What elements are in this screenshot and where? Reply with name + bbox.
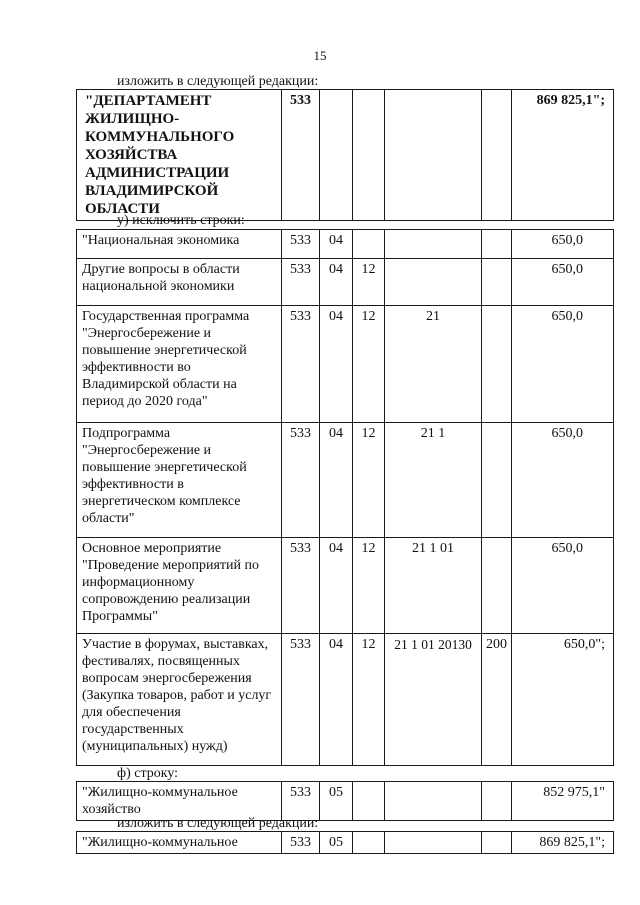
row-target: 21 1 01 20130 xyxy=(385,634,482,766)
row-section: 05 xyxy=(320,782,353,821)
row-code: 533 xyxy=(282,423,320,538)
row-amount: 650,0 xyxy=(512,538,614,634)
row-amount: 650,0 xyxy=(512,230,614,259)
row-name: Другие вопросы в области национальной экономики xyxy=(77,259,282,306)
table-row xyxy=(77,634,614,766)
row-type xyxy=(482,832,512,854)
department-section xyxy=(320,90,353,221)
row-amount: 650,0 xyxy=(512,423,614,538)
row-subsection: 12 xyxy=(353,538,385,634)
excluded-rows-table xyxy=(76,229,614,766)
row-target: 21 1 xyxy=(385,423,482,538)
table-row xyxy=(77,832,614,854)
row-code: 533 xyxy=(282,782,320,821)
row-section: 04 xyxy=(320,538,353,634)
table-row xyxy=(77,538,614,634)
department-code: 533 xyxy=(282,90,320,221)
row-name: Участие в форумах, выставках, фестивалях, посвященных вопросам энергосбережения (Закупка товаров, работ и услуг для обеспечения государственных (муниципальных) нужд) xyxy=(77,634,282,766)
row-type xyxy=(482,782,512,821)
table-row xyxy=(77,306,614,423)
row-name: Подпрограмма "Энергосбережение и повышение энергетической эффективности в энергетическом комплексе области" xyxy=(77,423,282,538)
old-row-table xyxy=(76,781,614,821)
row-target xyxy=(385,230,482,259)
row-section: 05 xyxy=(320,832,353,854)
department-type xyxy=(482,90,512,221)
row-subsection xyxy=(353,832,385,854)
row-name: "Жилищно-коммунальное хозяйство xyxy=(77,782,282,821)
page-number: 15 xyxy=(313,48,327,63)
row-code: 533 xyxy=(282,306,320,423)
row-amount: 650,0"; xyxy=(512,634,614,766)
row-subsection: 12 xyxy=(353,259,385,306)
row-amount: 869 825,1"; xyxy=(512,832,614,854)
instruction-row: ф) строку: xyxy=(117,766,179,781)
instruction-restate-1: изложить в следующей редакции: xyxy=(117,74,319,89)
table-row xyxy=(77,230,614,259)
row-target xyxy=(385,782,482,821)
row-code: 533 xyxy=(282,230,320,259)
row-type: 200 xyxy=(482,634,512,766)
row-subsection: 12 xyxy=(353,634,385,766)
row-target xyxy=(385,832,482,854)
row-section: 04 xyxy=(320,259,353,306)
row-amount: 650,0 xyxy=(512,259,614,306)
row-code: 533 xyxy=(282,634,320,766)
row-type xyxy=(482,259,512,306)
row-name: "Национальная экономика xyxy=(77,230,282,259)
row-code: 533 xyxy=(282,538,320,634)
table-row xyxy=(77,423,614,538)
department-target xyxy=(385,90,482,221)
row-section: 04 xyxy=(320,230,353,259)
department-amount: 869 825,1"; xyxy=(512,90,614,221)
row-subsection: 12 xyxy=(353,306,385,423)
instruction-exclude: у) исключить строки: xyxy=(117,213,245,228)
row-type xyxy=(482,423,512,538)
table-row xyxy=(77,782,614,821)
department-row xyxy=(77,90,614,221)
row-amount: 650,0 xyxy=(512,306,614,423)
new-row-table xyxy=(76,831,614,854)
table-row xyxy=(77,259,614,306)
row-target xyxy=(385,259,482,306)
row-name: "Жилищно-коммунальное xyxy=(77,832,282,854)
row-subsection xyxy=(353,230,385,259)
row-type xyxy=(482,306,512,423)
row-code: 533 xyxy=(282,259,320,306)
row-section: 04 xyxy=(320,634,353,766)
department-name: "ДЕПАРТАМЕНТ ЖИЛИЩНО-КОММУНАЛЬНОГО ХОЗЯЙСТВА АДМИНИСТРАЦИИ ВЛАДИМИРСКОЙ ОБЛАСТИ xyxy=(77,90,282,221)
row-type xyxy=(482,230,512,259)
row-target: 21 1 01 xyxy=(385,538,482,634)
row-amount: 852 975,1" xyxy=(512,782,614,821)
row-section: 04 xyxy=(320,306,353,423)
row-code: 533 xyxy=(282,832,320,854)
row-subsection xyxy=(353,782,385,821)
row-section: 04 xyxy=(320,423,353,538)
row-name: Основное мероприятие "Проведение мероприятий по информационному сопровождению реализации Программы" xyxy=(77,538,282,634)
instruction-restate-2: изложить в следующей редакции: xyxy=(117,816,319,831)
row-subsection: 12 xyxy=(353,423,385,538)
row-name: Государственная программа "Энергосбережение и повышение энергетической эффективности во Владимирской области на период до 2020 года" xyxy=(77,306,282,423)
department-table xyxy=(76,89,614,221)
row-type xyxy=(482,538,512,634)
department-subsection xyxy=(353,90,385,221)
row-target: 21 xyxy=(385,306,482,423)
